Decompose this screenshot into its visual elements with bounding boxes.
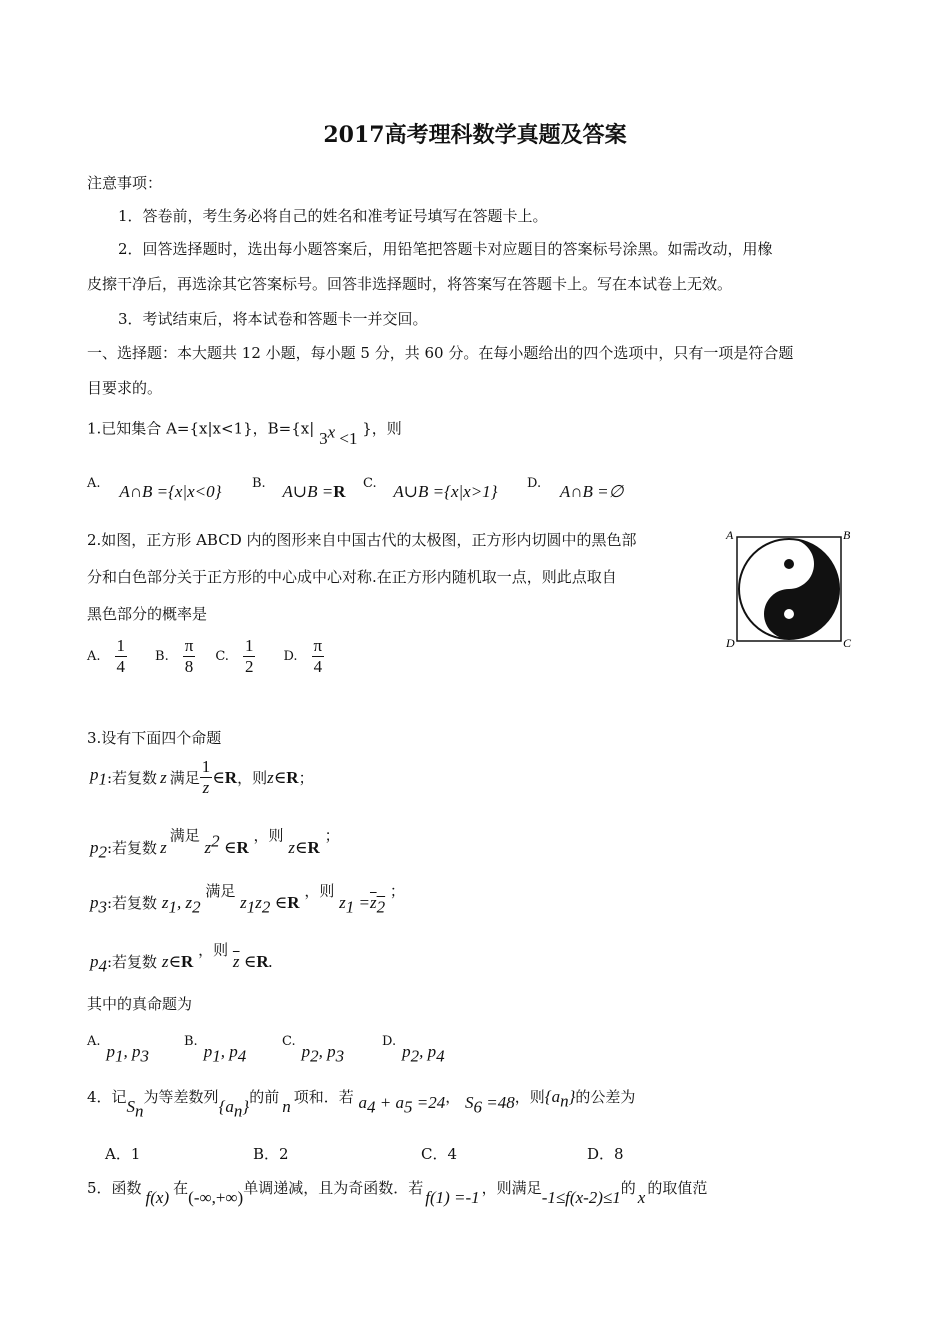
figure-label-c: C <box>843 636 852 650</box>
q2-option-a-label: A. <box>87 649 101 664</box>
q1-option-d: D. A∩B =∅ <box>527 476 624 501</box>
q2-line-3: 黑色部分的概率是 <box>87 605 208 623</box>
q2-options <box>87 636 324 677</box>
q4-option-b: B．2 <box>253 1145 289 1163</box>
q1-option-c: C. A∪B ={x|x>1} <box>363 476 498 501</box>
q1-option-a: A. A∩B ={x|x<0} <box>87 476 222 501</box>
q3-option-b: $B.p_1$, $p_4$ <box>184 1034 247 1066</box>
q2-option-c: $\frac{1}{2}$ <box>244 636 254 676</box>
notice-item-2: 2．回答选择题时，选出每小题答案后，用铅笔把答题卡对应题目的答案标号涂黑。如需改动，用橡 <box>118 240 773 258</box>
notice-item-3: 3．考试结束后，将本试卷和答题卡一并交回。 <box>118 310 428 328</box>
q3-option-c: $C.p_2$, $p_3$ <box>282 1034 345 1066</box>
q2-line-1: 2.如图，正方形 ABCD 内的图形来自中国古代的太极图，正方形内切圆中的黑色部 <box>87 531 637 549</box>
q4-option-d: D．8 <box>587 1145 624 1163</box>
section-heading-cont: 目要求的。 <box>87 379 163 397</box>
q3-intro: 3.设有下面四个命题 <box>87 729 222 747</box>
notice-heading: 注意事项： <box>87 174 163 192</box>
q4-option-c: C．4 <box>421 1145 458 1163</box>
notice-item-1: 1．答卷前，考生务必将自己的姓名和准考证号填写在答题卡上。 <box>118 207 548 225</box>
figure-label-a: A <box>726 528 734 542</box>
q3-option-d: $D.p_2$, $p_4$ <box>382 1034 445 1066</box>
q1-text: 1.已知集合 A={x|x<1}，B={x| <box>87 419 315 438</box>
question-4-stem: 4．记$S_n$为等差数列$\{a_n\}$的前 n 项和．若 $a_4 + a_5 =24$， $S_6 =48$，则$\{a_n\}$的公差为 <box>87 1087 636 1121</box>
taiji-figure <box>722 527 857 652</box>
q2-option-b-label: B. <box>155 649 169 664</box>
figure-label-b: B <box>843 528 851 542</box>
q1-option-b: B. A∪B =R <box>252 476 346 501</box>
q2-option-d: $\frac{\pi}{4}$ <box>313 636 323 676</box>
proposition-p1: $p_1$ :若复数 z 满足 $\frac{1}{z}$ ∈ R ，则 z∈ R ； <box>90 757 314 797</box>
figure-dot-white <box>784 609 794 619</box>
question-1-stem <box>87 412 402 448</box>
q1-ineq: $3^x <1$ <box>319 422 358 448</box>
question-5-stem: 5．函数 f(x) 在(-∞,+∞)单调递减，且为奇函数．若 f(1) =-1 ，则满足-1≤f(x-2)≤1的 x 的取值范 <box>87 1179 708 1207</box>
q3-option-a: $A.p_1$, $p_3$ <box>87 1034 150 1066</box>
figure-dot-black <box>784 559 794 569</box>
q2-line-2: 分和白色部分关于正方形的中心成中心对称.在正方形内随机取一点，则此点取自 <box>87 568 617 586</box>
q1-tail: }，则 <box>362 419 402 438</box>
q2-option-c-label: C. <box>215 649 229 664</box>
section-heading: 一、选择题：本大题共 12 小题，每小题 5 分，共 60 分。在每小题给出的四个选项中，只有一项是符合题 <box>87 344 794 362</box>
q4-option-a: A．1 <box>105 1145 141 1163</box>
q2-option-a: $\frac{1}{4}$ <box>116 636 126 676</box>
q2-option-d-label: D. <box>283 649 298 664</box>
q2-option-b: $\frac{\pi}{8}$ <box>184 636 194 676</box>
proposition-p4: $p_4$:若复数 z∈R ，则 $\overline{z}$ ∈R. <box>90 941 273 976</box>
q3-ask: 其中的真命题为 <box>87 995 193 1013</box>
page-title: 2017高考理科数学真题及答案 <box>323 122 627 148</box>
proposition-p2: $p_2$:若复数 z满足 $z^2$ ∈R ，则 z∈R ； <box>90 826 340 862</box>
figure-label-d: D <box>726 636 735 650</box>
notice-item-2-cont: 皮擦干净后，再选涂其它答案标号。回答非选择题时，将答案写在答题卡上。写在本试卷上无效。 <box>87 275 733 293</box>
proposition-p3: $p_3$:若复数 $z_1$, $z_2$ 满足 $z_1z_2$ ∈R ，则 $z_1 =z_2$ ； <box>90 882 405 917</box>
